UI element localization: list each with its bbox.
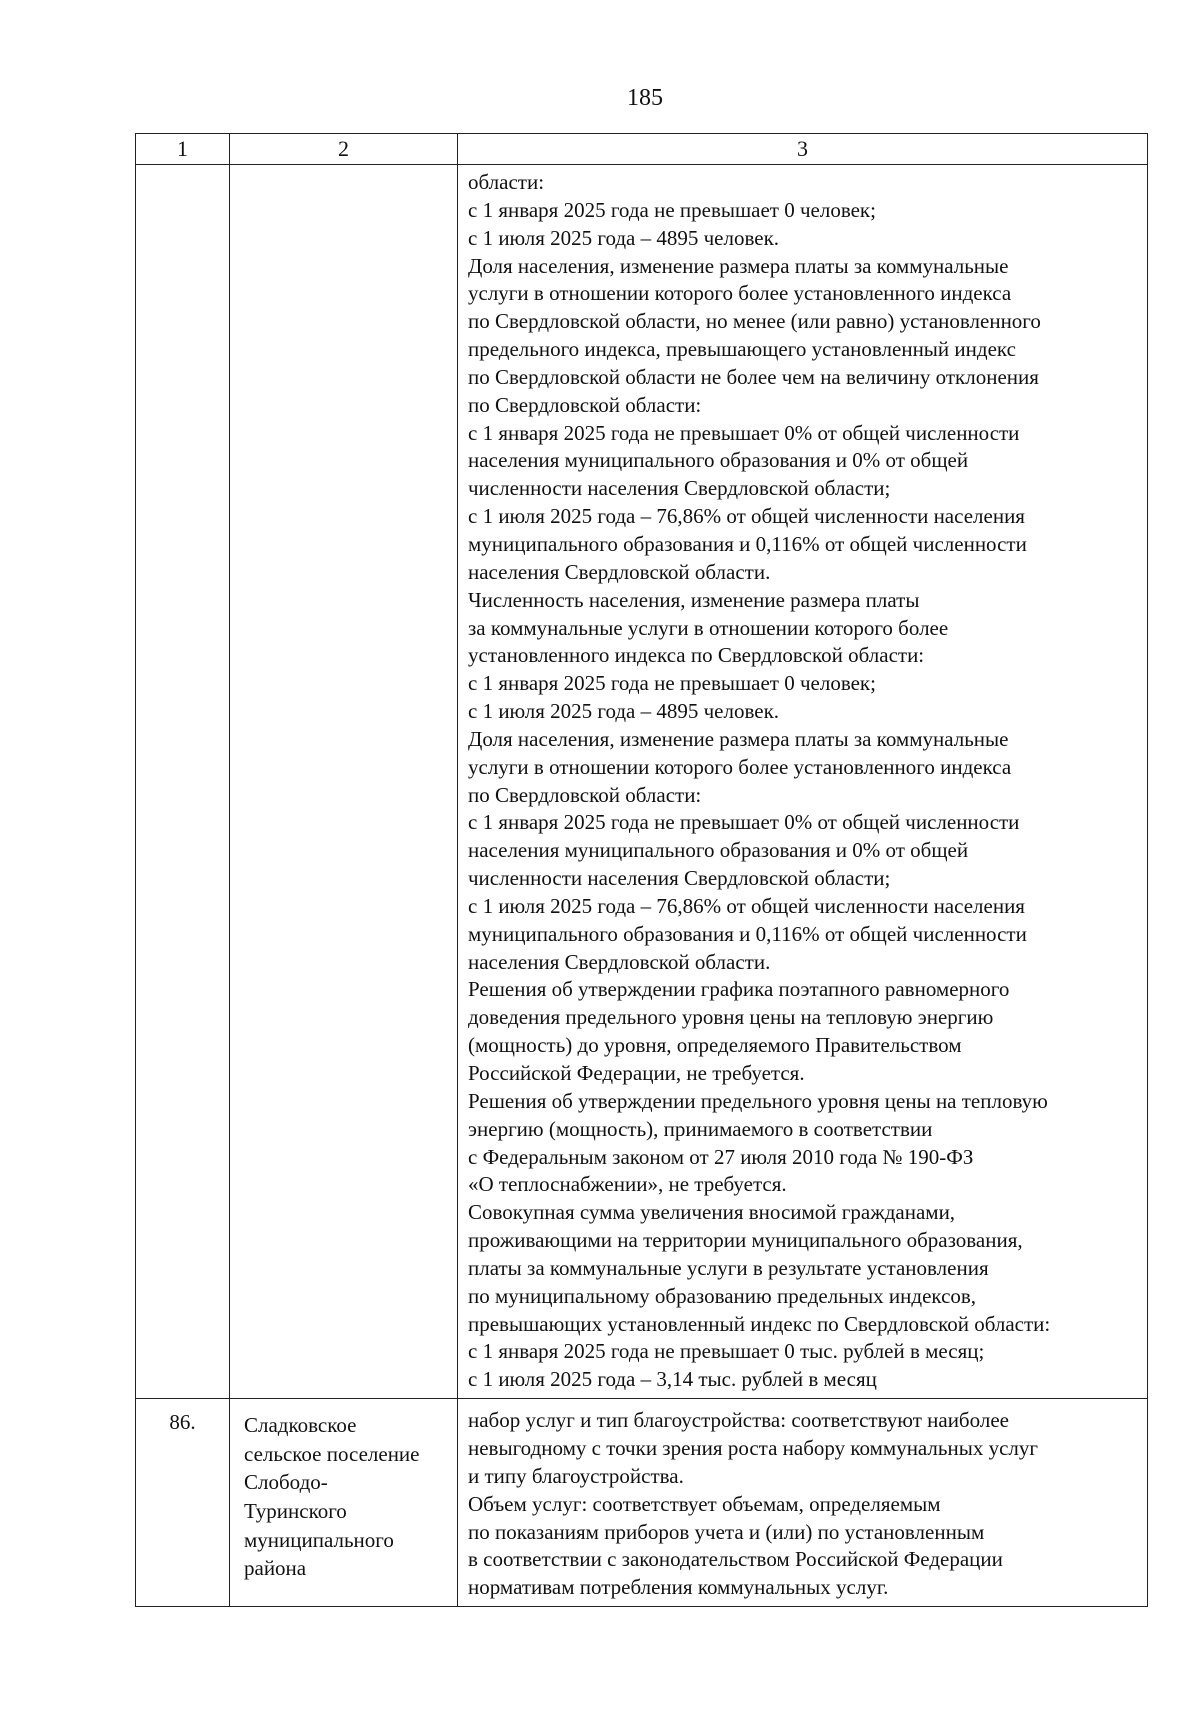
- text-line: населения муниципального образования и 0% от общей: [468, 448, 969, 473]
- text-line: набор услуг и тип благоустройства: соответствуют наиболее: [468, 1408, 1009, 1433]
- text-line: установленного индекса по Свердловской области:: [468, 643, 925, 668]
- text-line: населения муниципального образования и 0% от общей: [468, 838, 969, 863]
- text-line: превышающих установленный индекс по Свердловской области:: [468, 1311, 1051, 1336]
- text-line: Слободо-: [244, 1470, 328, 1495]
- text-line: по Свердловской области не более чем на величину отклонения: [468, 364, 1039, 389]
- text-line: района: [244, 1556, 307, 1581]
- table-row: [136, 165, 1148, 1399]
- table-header-row: [136, 134, 1148, 165]
- text-line: «О теплоснабжении», не требуется.: [468, 1172, 787, 1197]
- row-name-cell: [230, 165, 458, 1399]
- text-line: населения Свердловской области.: [468, 949, 771, 974]
- text-line: с 1 июля 2025 года – 76,86% от общей численности населения: [468, 893, 1025, 918]
- text-line: с 1 июля 2025 года – 4895 человек.: [468, 699, 780, 724]
- text-line: по муниципальному образованию предельных индексов,: [468, 1283, 977, 1308]
- text-line: с 1 января 2025 года не превышает 0% от общей численности: [468, 420, 1020, 445]
- text-line: муниципального: [244, 1527, 394, 1552]
- text-line: нормативам потребления коммунальных услуг.: [468, 1575, 889, 1600]
- text-line: муниципального образования и 0,116% от общей численности: [468, 921, 1027, 946]
- text-line: по показаниям приборов учета и (или) по установленным: [468, 1519, 985, 1544]
- row-number-cell: [136, 165, 230, 1399]
- text-line: доведения предельного уровня цены на тепловую энергию: [468, 1005, 994, 1030]
- text-line: с Федеральным законом от 27 июля 2010 года № 190-ФЗ: [468, 1144, 974, 1169]
- text-line: Совокупная сумма увеличения вносимой гражданами,: [468, 1200, 956, 1225]
- text-line: Доля населения, изменение размера платы за коммунальные: [468, 726, 1009, 751]
- text-line: по Свердловской области:: [468, 782, 702, 807]
- text-line: Доля населения, изменение размера платы за коммунальные: [468, 253, 1009, 278]
- row-number-cell: 86.: [136, 1399, 230, 1607]
- text-line: и типу благоустройства.: [468, 1463, 684, 1488]
- row-description-cell: [458, 165, 1148, 1399]
- text-line: с 1 января 2025 года не превышает 0 человек;: [468, 197, 876, 222]
- text-line: численности населения Свердловской области;: [468, 476, 891, 501]
- text-line: с 1 января 2025 года не превышает 0% от общей численности: [468, 810, 1020, 835]
- row-description-cell: [458, 1399, 1148, 1607]
- text-line: с 1 июля 2025 года – 4895 человек.: [468, 225, 780, 250]
- column-header-2: 2: [230, 134, 458, 165]
- table-row: [136, 1399, 1148, 1607]
- text-line: с 1 июля 2025 года – 3,14 тыс. рублей в месяц: [468, 1367, 877, 1392]
- text-line: Российской Федерации, не требуется.: [468, 1061, 805, 1085]
- text-line: Сладковское: [244, 1413, 357, 1438]
- row-name-cell: [230, 1399, 458, 1607]
- text-line: Решения об утверждении графика поэтапного равномерного: [468, 977, 1010, 1002]
- text-line: платы за коммунальные услуги в результате установления: [468, 1255, 989, 1280]
- text-line: с 1 января 2025 года не превышает 0 тыс. рублей в месяц;: [468, 1339, 985, 1364]
- text-line: Туринского: [244, 1498, 347, 1523]
- text-line: Численность населения, изменение размера платы: [468, 587, 920, 612]
- text-line: невыгодному с точки зрения роста набору коммунальных услуг: [468, 1435, 1039, 1460]
- text-line: Решения об утверждении предельного уровня цены на тепловую: [468, 1088, 1048, 1113]
- text-line: муниципального образования и 0,116% от общей численности: [468, 531, 1027, 556]
- data-table: [135, 133, 1148, 1607]
- text-line: области:: [468, 170, 545, 194]
- text-line: по Свердловской области, но менее (или равно) установленного: [468, 309, 1041, 334]
- text-line: за коммунальные услуги в отношении которого более: [468, 615, 949, 640]
- column-header-1: 1: [136, 134, 230, 165]
- text-line: Объем услуг: соответствует объемам, определяемым: [468, 1491, 941, 1516]
- column-header-3: 3: [458, 134, 1148, 165]
- text-line: по Свердловской области:: [468, 392, 702, 417]
- text-line: в соответствии с законодательством Российской Федерации: [468, 1547, 1003, 1572]
- text-line: услуги в отношении которого более установленного индекса: [468, 754, 1012, 779]
- text-line: предельного индекса, превышающего установленный индекс: [468, 337, 1016, 362]
- text-line: с 1 июля 2025 года – 76,86% от общей численности населения: [468, 504, 1025, 529]
- page-number: 185: [627, 85, 663, 111]
- text-line: населения Свердловской области.: [468, 559, 771, 584]
- text-line: проживающими на территории муниципального образования,: [468, 1228, 1023, 1253]
- text-line: услуги в отношении которого более установленного индекса: [468, 281, 1012, 306]
- text-line: энергию (мощность), принимаемого в соответствии: [468, 1116, 933, 1141]
- text-line: численности населения Свердловской области;: [468, 866, 891, 891]
- text-line: (мощность) до уровня, определяемого Правительством: [468, 1033, 962, 1058]
- text-line: сельское поселение: [244, 1441, 420, 1466]
- text-line: с 1 января 2025 года не превышает 0 человек;: [468, 671, 876, 696]
